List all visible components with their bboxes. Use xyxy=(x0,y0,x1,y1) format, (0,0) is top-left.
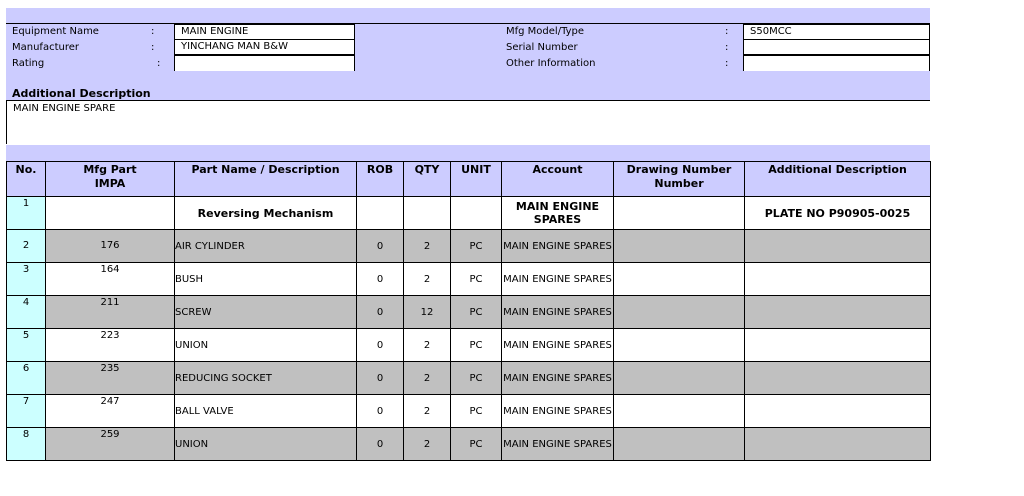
row-account: MAIN ENGINE SPARES xyxy=(502,230,614,263)
serial-number-value xyxy=(743,39,930,55)
row-part-name: BALL VALVE xyxy=(175,395,357,428)
row-part-name: BUSH xyxy=(175,263,357,296)
row-unit: PC xyxy=(451,329,502,362)
rating-value xyxy=(174,55,355,72)
row-impa: 176 xyxy=(46,230,175,263)
row-unit: PC xyxy=(451,362,502,395)
row-number: 1 xyxy=(7,197,46,230)
col-header-unit: UNIT xyxy=(451,162,502,197)
row-account: MAIN ENGINE SPARES xyxy=(502,197,614,230)
col-header-qty: QTY xyxy=(404,162,451,197)
colon: : xyxy=(151,26,155,37)
row-additional-description xyxy=(745,296,931,329)
row-additional-description xyxy=(745,263,931,296)
row-number: 4 xyxy=(7,296,46,329)
other-information-value xyxy=(743,55,930,72)
table-row xyxy=(7,428,931,461)
row-additional-description xyxy=(745,230,931,263)
table-header-row xyxy=(7,162,931,197)
row-drawing-number xyxy=(614,395,745,428)
row-impa: 223 xyxy=(46,329,175,362)
row-drawing-number xyxy=(614,197,745,230)
row-part-name: AIR CYLINDER xyxy=(175,230,357,263)
colon: : xyxy=(151,42,155,53)
row-unit: PC xyxy=(451,230,502,263)
col-header-rob: ROB xyxy=(357,162,404,197)
row-part-name: UNION xyxy=(175,329,357,362)
table-row xyxy=(7,395,931,428)
row-part-name: Reversing Mechanism xyxy=(175,197,357,230)
row-unit xyxy=(451,197,502,230)
row-additional-description xyxy=(745,395,931,428)
row-impa: 235 xyxy=(46,362,175,395)
col-header-account: Account xyxy=(502,162,614,197)
row-account: MAIN ENGINE SPARES xyxy=(502,296,614,329)
serial-number-label: Serial Number xyxy=(506,42,578,53)
row-impa: 247 xyxy=(46,395,175,428)
row-qty: 12 xyxy=(404,296,451,329)
table-row xyxy=(7,197,931,230)
row-number: 5 xyxy=(7,329,46,362)
col-header-drawing-number xyxy=(614,162,745,197)
col-header-drawing-label: Drawing Number xyxy=(626,163,732,176)
row-rob: 0 xyxy=(357,362,404,395)
row-unit: PC xyxy=(451,395,502,428)
row-rob: 0 xyxy=(357,395,404,428)
rating-label: Rating xyxy=(12,58,45,69)
row-unit: PC xyxy=(451,296,502,329)
equipment-name-label: Equipment Name xyxy=(12,26,99,37)
parts-table xyxy=(6,161,931,461)
table-row xyxy=(7,362,931,395)
top-band xyxy=(6,8,930,23)
mfg-model-label: Mfg Model/Type xyxy=(506,26,585,37)
row-impa: 259 xyxy=(46,428,175,461)
equipment-name-value: MAIN ENGINE xyxy=(174,24,355,40)
colon: : xyxy=(725,26,729,37)
col-header-mfg-part xyxy=(46,162,175,197)
table-top-band xyxy=(6,145,930,161)
row-account: MAIN ENGINE SPARES xyxy=(502,428,614,461)
row-part-name: SCREW xyxy=(175,296,357,329)
row-number: 6 xyxy=(7,362,46,395)
row-rob: 0 xyxy=(357,329,404,362)
row-impa: 211 xyxy=(46,296,175,329)
other-information-label: Other Information xyxy=(506,58,596,69)
colon: : xyxy=(725,58,729,69)
row-rob: 0 xyxy=(357,263,404,296)
equipment-header xyxy=(6,23,930,73)
row-qty: 2 xyxy=(404,395,451,428)
row-number: 7 xyxy=(7,395,46,428)
row-impa: 164 xyxy=(46,263,175,296)
row-rob xyxy=(357,197,404,230)
row-qty: 2 xyxy=(404,329,451,362)
additional-description-title: Additional Description xyxy=(12,87,151,100)
table-row xyxy=(7,230,931,263)
row-additional-description xyxy=(745,428,931,461)
col-header-drawing-sub-label: Number xyxy=(654,177,704,190)
table-row xyxy=(7,263,931,296)
colon: : xyxy=(157,58,161,69)
row-number: 3 xyxy=(7,263,46,296)
col-header-part-name: Part Name / Description xyxy=(175,162,357,197)
row-rob: 0 xyxy=(357,230,404,263)
row-number: 8 xyxy=(7,428,46,461)
mfg-model-value: S50MCC xyxy=(743,24,930,40)
table-row xyxy=(7,329,931,362)
row-unit: PC xyxy=(451,263,502,296)
row-drawing-number xyxy=(614,230,745,263)
row-account: MAIN ENGINE SPARES xyxy=(502,263,614,296)
col-header-additional-description: Additional Description xyxy=(745,162,931,197)
additional-description-text: MAIN ENGINE SPARE xyxy=(6,100,930,144)
row-additional-description: PLATE NO P90905-0025 xyxy=(745,197,931,230)
row-account: MAIN ENGINE SPARES xyxy=(502,329,614,362)
row-drawing-number xyxy=(614,263,745,296)
manufacturer-value: YINCHANG MAN B&W xyxy=(174,39,355,55)
row-qty xyxy=(404,197,451,230)
col-header-impa-label: IMPA xyxy=(94,177,126,190)
table-row xyxy=(7,296,931,329)
row-drawing-number xyxy=(614,428,745,461)
row-account: MAIN ENGINE SPARES xyxy=(502,362,614,395)
row-unit: PC xyxy=(451,428,502,461)
colon: : xyxy=(725,42,729,53)
row-qty: 2 xyxy=(404,428,451,461)
row-additional-description xyxy=(745,329,931,362)
row-account: MAIN ENGINE SPARES xyxy=(502,395,614,428)
row-qty: 2 xyxy=(404,263,451,296)
row-rob: 0 xyxy=(357,428,404,461)
row-qty: 2 xyxy=(404,230,451,263)
row-impa xyxy=(46,197,175,230)
row-qty: 2 xyxy=(404,362,451,395)
row-part-name: REDUCING SOCKET xyxy=(175,362,357,395)
manufacturer-label: Manufacturer xyxy=(12,42,79,53)
row-drawing-number xyxy=(614,329,745,362)
row-number: 2 xyxy=(7,230,46,263)
row-part-name: UNION xyxy=(175,428,357,461)
col-header-mfg-part-label: Mfg Part xyxy=(83,163,137,176)
row-drawing-number xyxy=(614,296,745,329)
row-additional-description xyxy=(745,362,931,395)
row-rob: 0 xyxy=(357,296,404,329)
row-drawing-number xyxy=(614,362,745,395)
col-header-no: No. xyxy=(7,162,46,197)
